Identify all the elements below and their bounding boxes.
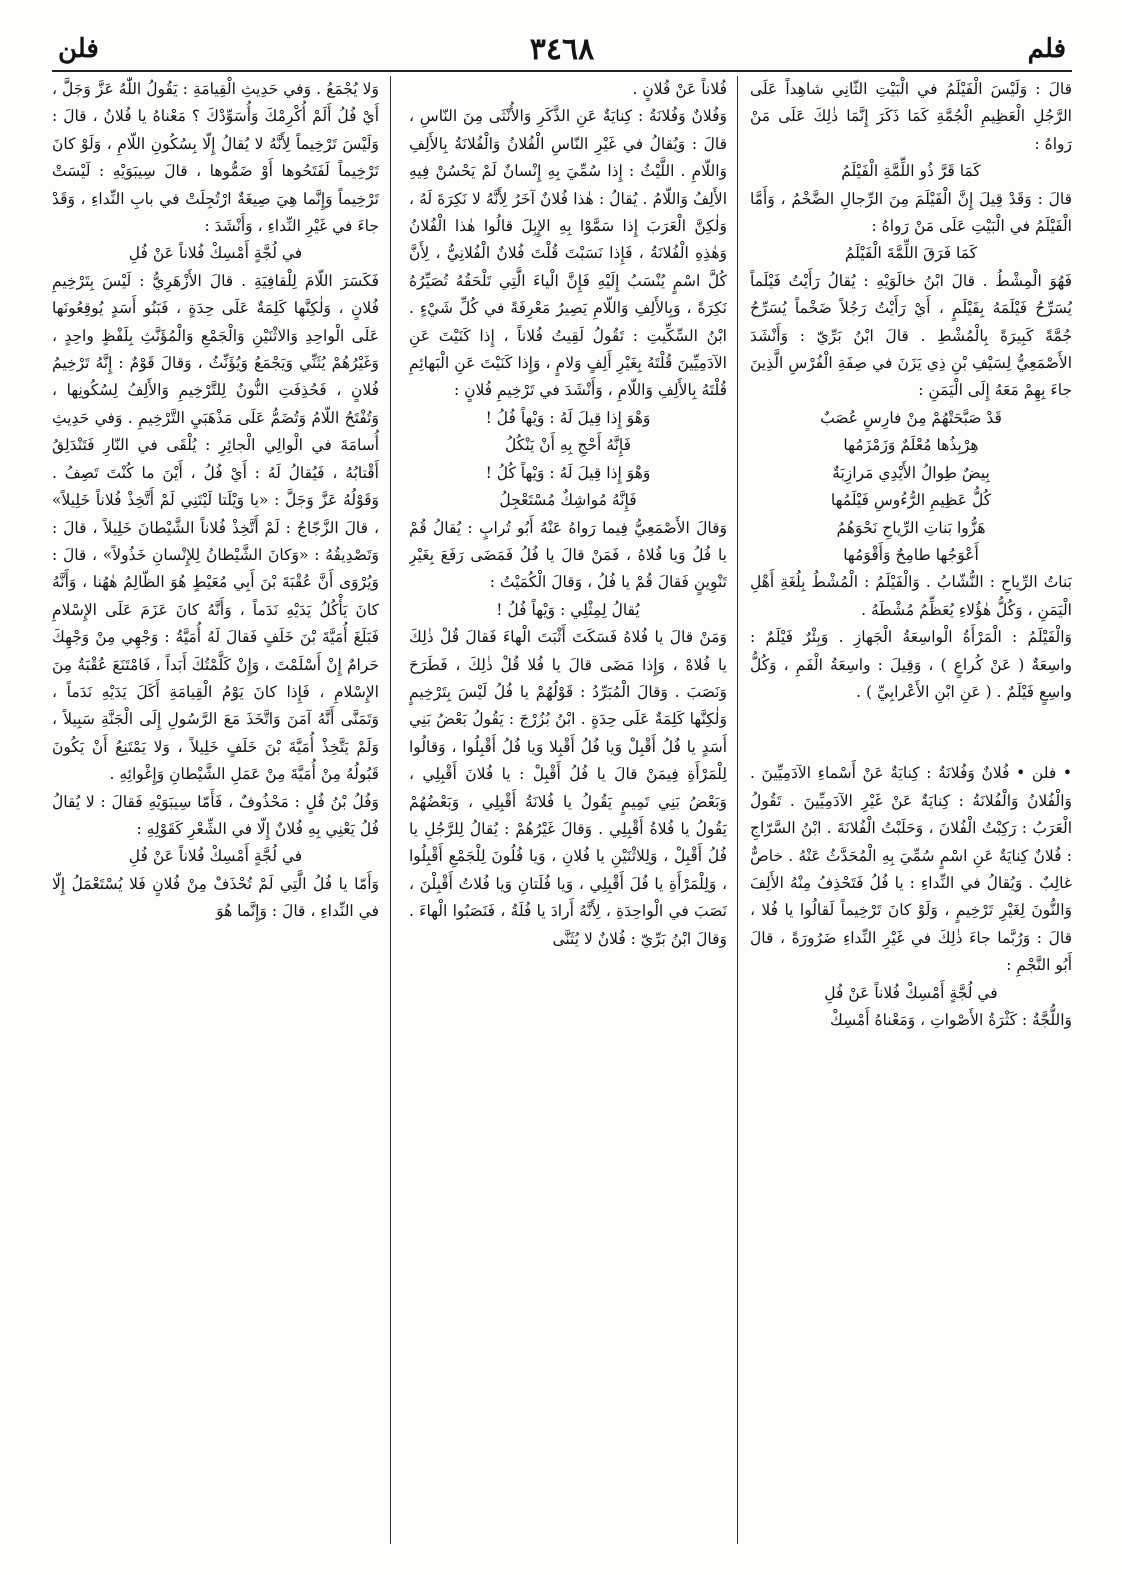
paragraph: بَناتُ الرِّياحِ : النُّشّابُ . وَالْفَيْلَمُ : الْمُشْطُ بِلُغَةِ أَهْلِ الْيَمَنِ ، وَكُلُّ هٰؤُلاءِ يُعَظِّمُ مُشْطَهُ . bbox=[750, 573, 1072, 619]
page-number: ٣٤٦٨ bbox=[529, 32, 595, 67]
verse-line: بِيضٌ طِوالُ الأَيْدِي مَرازِبَةٌ bbox=[832, 463, 990, 482]
verse-line: هَزُّوا بَناتِ الرِّياحِ نَحْوَهُمُ bbox=[836, 518, 986, 537]
paragraph: قالَ : وَقَدْ قِيلَ إِنَّ الْفَيْلَمَ مِنَ الرِّجالِ الضَّخْمُ ، وَأَمَّا الْفَيْلَمُ في الْبَيْتِ عَلَى مَنْ رَواهُ : bbox=[750, 189, 1072, 236]
paragraph: وَقالَ الأَصْمَعِيُّ فِيما رَواهُ عَنْهُ أَبُو تُرابٍ : يُقالُ قُمْ يا فُلُ وَيا فُلاهُ ، فَمَنْ قالَ يا فُلُ فَمَضَى رَفَعَ بِغَيْرِ تَنْوِينٍ فَقالَ قُمْ يا فُلُ ، وَقالَ الْكُمَيْتُ : bbox=[409, 518, 727, 592]
page-header bbox=[52, 28, 1072, 70]
header-right-entry: فلم bbox=[1027, 34, 1066, 64]
verse-line: فَإِنَّهُ أَحْجِ بِهِ أَنْ يَنْكُلُ bbox=[505, 436, 631, 455]
header-rule bbox=[52, 70, 1072, 72]
entry-paragraph-flan: • فلن • فُلانٌ وَفُلانَةُ : كِنايَةٌ عَنْ أَسْماءِ الآدَمِيِّينَ . وَالْفُلانُ وَالْفُلانَةُ : كِنايَةٌ عَنْ غَيْرِ الآدَمِيِّينَ . تَقُولُ الْعَرَبُ : رَكِبْتُ الْفُلانَ ، وَحَلَبْتُ الْفُلانَةَ . ابْنُ السَّرّاجِ : فُلانٌ كِنايَةٌ عَنِ اسْمٍ سُمِّيَ بِهِ الْمُحَدَّثُ عَنْهُ . خاصٌّ غالِبٌ . وَيُقالُ في النِّداءِ : يا فُلُ فَتَحْذِفُ مِنْهُ الأَلِفَ وَالنُّونَ لِغَيْرِ تَرْخِيمٍ ، وَلَوْ كانَ تَرْخِيماً لَقالُوا يا فُلا ، قالَ : وَرُبَّما جاءَ ذٰلِكَ في غَيْرِ النِّداءِ ضَرُورَةً ، قالَ أَبُو النَّجْمِ : bbox=[750, 764, 1072, 975]
verse-line: في لُجَّةٍ أَمْسِكْ فُلاناً عَنْ فُلِ bbox=[128, 244, 303, 263]
verse-line: يُقالُ لِمِثْلِي : وَيْهاً فُلُ ! bbox=[496, 600, 640, 619]
verse-line: في لُجَّةٍ أَمْسِكْ فُلاناً عَنْ فُلِ bbox=[824, 983, 998, 1002]
entry-spacer bbox=[750, 706, 1072, 760]
verse-line: قَدْ صَبَّحَتْهُمْ مِنْ فارِسٍ عُصَبٌ bbox=[820, 408, 1002, 427]
verse-line: كُلُّ عَظِيمِ الرُّءُوسِ فَيْلَمُها bbox=[830, 491, 992, 510]
verse-line: فَإِنَّهُ مُواشِكٌ مُسْتَعْجِلُ bbox=[499, 491, 637, 510]
verse-line: هِرْبِذُها مُعْلَمٌ وَزَمْزَمُها bbox=[843, 436, 979, 455]
page-body bbox=[52, 76, 1072, 1544]
paragraph: وَالْفَيْلَمُ : الْمَرْأَةُ الْواسِعَةُ الْجَهازِ . وَبِئْرٌ فَيْلَمٌ : واسِعَةٌ ( عَنْ كُراعٍ ) ، وَقِيلَ : واسِعَةُ الْفَمِ ، وَكُلُّ واسِعٍ فَيْلَمٌ . ( عَنِ ابْنِ الأَعْرابِيِّ ) . bbox=[750, 628, 1072, 701]
verse-line: أَعْوَجُها طامِحٌ وَأَقْوَمُها bbox=[843, 545, 979, 564]
verse-line: وَهْوَ إِذا قِيلَ لَهُ : وَيْهاً كُلُ ! bbox=[485, 463, 651, 482]
paragraph: وَأَمّا يا فُلُ الَّتِي لَمْ تُحْذَفْ مِنْ فُلانٍ فَلا يُسْتَعْمَلُ إِلّا في النِّداءِ ، قالَ : وَإِنَّما هُوَ bbox=[52, 874, 379, 921]
paragraph: وَلا يُجْمَعُ . وَفي حَدِيثِ الْقِيامَةِ : يَقُولُ اللّٰهُ عَزَّ وَجَلَّ ، أَيْ فُلُ أَلَمْ أُكْرِمْكَ وَأُسَوِّدْكَ ؟ مَعْناهُ يا فُلانُ ، قالَ : وَلَيْسَ تَرْخِيماً لِأَنَّهُ لا يُقالُ إِلّا بِسُكُونِ اللّامِ ، وَلَوْ كانَ تَرْخِيماً لَفَتَحُوها أَوْ ضَمُّوها ، قالَ سِيبَوَيْهِ : لَيْسَتْ تَرْخِيماً وَإِنَّما هِيَ صِيغَةٌ ارْتُجِلَتْ في بابِ النِّداءِ ، وَقَدْ جاءَ في غَيْرِ النِّداءِ ، وَأَنْشَدَ : bbox=[52, 80, 379, 236]
column-divider bbox=[737, 76, 738, 1544]
column-left bbox=[52, 76, 379, 1544]
column-middle bbox=[409, 76, 727, 1544]
header-left-entry: فلن bbox=[58, 34, 99, 64]
paragraph: قالَ : وَلَيْسَ الْفَيْلَمُ في الْبَيْتِ الثّانِي شاهِداً عَلَى الرَّجُلِ الْعَظِيمِ الْجُمَّةِ كَمَا ذَكَرَ إِنَّمَا ذٰلِكَ عَلَى مَنْ رَواهُ : bbox=[750, 80, 1072, 153]
paragraph: وَاللُّجَّةُ : كَثْرَةُ الأَصْواتِ ، وَمَعْناهُ أَمْسِكْ bbox=[830, 1011, 1072, 1029]
verse-line: كَمَا قَرَّ ذُو اللِّمَّةِ الْفَيْلَمُ bbox=[841, 162, 981, 181]
paragraph: وَمَنْ قالَ يا فُلاهُ فَسَكَتَ أَثْبَتَ الْهاءَ فَقالَ قُلْ ذٰلِكَ يا فُلاهْ ، وَإِذا مَضَى قالَ يا فُلا قُلْ ذٰلِكَ ، فَطَرَحَ وَنَصَبَ . وَقالَ الْمُبَرِّدُ : قَوْلُهُمْ يا فُلُ لَيْسَ بِتَرْخِيمٍ وَلٰكِنَّها كَلِمَةٌ عَلَى حِدَةٍ . ابْنُ بُزُرْجَ : يَقُولُ بَعْضُ بَنِي أَسَدٍ يا فُلُ أَقْبِلْ وَيا فُلُ أَقْبِلا وَيا فُلُ أَقْبِلُوا ، وَقالُوا لِلْمَرْأَةِ فِيمَنْ قالَ يا فُلُ أَقْبِلْ : يا فُلانَ أَقْبِلِي ، وَبَعْضُ بَنِي تَمِيمٍ يَقُولُ يا فُلانَةُ أَقْبِلِي ، وَبَعْضُهُمْ يَقُولُ يا فُلاةُ أَقْبِلِي . وَقالَ غَيْرُهُمْ : يُقالُ لِلرَّجُلِ يا فُلُ أَقْبِلْ ، وَلِلاثْنَيْنِ يا فُلانِ ، وَيا فُلُونَ لِلْجَمْعِ أَقْبِلُوا ، وَلِلْمَرْأَةِ يا فُلَ أَقْبِلِي ، وَيا فُلَتانِ وَيا فُلاتُ أَقْبِلْنَ ، نَصَبَ في الْواحِدَةِ ، لِأَنَّهُ أَرادَ يا فُلَةُ ، فَنَصَبُوا الْهاءَ . وَقالَ ابْنُ بَرِّيّ : فُلانٌ لا يُثَنَّى bbox=[409, 628, 727, 948]
paragraph: وَفُلُ بْنُ فُلٍ : مَحْذُوفٌ ، فَأَمّا سِيبَوَيْهِ فَقالَ : لا يُقالُ فُلُ يَعْنِي بِهِ فُلانٌ إِلّا في الشِّعْرِ كَقَوْلِهِ : bbox=[52, 792, 379, 838]
paragraph: فَكَسَرَ اللّامَ لِلْقافِيَةِ . قالَ الأَزْهَرِيُّ : لَيْسَ بِتَرْخِيمِ فُلانٍ ، وَلٰكِنَّها كَلِمَةٌ عَلَى حِدَةٍ ، فَبَنُو أَسَدٍ يُوقِعُونَها عَلَى الْواحِدِ وَالاثْنَيْنِ وَالْجَمْعِ وَالْمُؤَنَّثِ بِلَفْظٍ واحِدٍ ، وَغَيْرُهُمْ يُثَنِّي وَيَجْمَعُ وَيُؤَنِّثُ ، وَقالَ قَوْمٌ : إِنَّهُ تَرْخِيمُ فُلانٍ ، فَحُذِفَتِ النُّونُ لِلتَّرْخِيمِ وَالأَلِفُ لِسُكُونِها ، وَتُفْتَحُ اللّامُ وَتُضَمُّ عَلَى مَذْهَبَيِ التَّرْخِيمِ . وَفي حَدِيثِ أُسامَةَ في الْوالِي الْجائِرِ : يُلْقَى في النّارِ فَتَنْدَلِقُ أَقْتابُهُ ، فَيُقالُ لَهُ : أَيْ فُلُ ، أَيْنَ ما كُنْتَ تَصِفُ . وَقَوْلُهُ عَزَّ وَجَلَّ : «يا وَيْلَتا لَيْتَنِي لَمْ أَتَّخِذْ فُلاناً خَلِيلاً» ، قالَ الزَّجّاجُ : لَمْ أَتَّخِذْ فُلاناً الشَّيْطانَ خَلِيلاً ، قالَ : وَتَصْدِيقُهُ : «وَكانَ الشَّيْطانُ لِلإِنْسانِ خَذُولاً» ، قالَ : وَيُرْوَى أَنَّ عُقْبَةَ بْنَ أَبِي مُعَيْطٍ هُوَ الظّالِمُ هٰهُنا ، وَأَنَّهُ كانَ يَأْكُلُ يَدَيْهِ نَدَماً ، وَأَنَّهُ كانَ عَزَمَ عَلَى الإِسْلامِ فَبَلَغَ أُمَيَّةَ بْنَ خَلَفٍ فَقالَ لَهُ أُمَيَّةُ : وَجْهِي مِنْ وَجْهِكَ حَرامٌ إِنْ أَسْلَمْتَ ، وَإِنْ كَلَّمْتُكَ أَبَداً ، فَامْتَنَعَ عُقْبَةُ مِنَ الإِسْلامِ ، فَإِذا كانَ يَوْمُ الْقِيامَةِ أَكَلَ يَدَيْهِ نَدَماً ، وَتَمَنَّى أَنَّهُ آمَنَ وَاتَّخَذَ مَعَ الرَّسُولِ إِلَى الْجَنَّةِ سَبِيلاً ، وَلَمْ يَتَّخِذْ أُمَيَّةَ بْنَ خَلَفٍ خَلِيلاً ، وَلا يَمْتَنِعُ أَنْ يَكُونَ قَبُولُهُ مِنْ أُمَيَّةَ مِنْ عَمَلِ الشَّيْطانِ وَإِغْوائِهِ . bbox=[52, 271, 379, 784]
verse-line: في لُجَّةٍ أَمْسِكْ فُلاناً عَنْ فُلِ bbox=[128, 847, 303, 866]
verse-line: كَمَا فَرَقَ اللِّمَّةَ الْفَيْلَمُ bbox=[844, 244, 978, 263]
verse-line: وَهْوَ إِذا قِيلَ لَهُ : وَيْهاً فُلُ ! bbox=[485, 408, 651, 427]
paragraph: فَهُوَ الْمِشْطُ . قالَ ابْنُ خالَوَيْهِ : يُقالُ رَأَيْتُ فَيْلَماً يُسَرِّحُ فَيْلَمَهُ بِفَيْلَمٍ ، أَيْ رَأَيْتُ رَجُلاً ضَخْماً يُسَرِّحُ جُمَّةً كَبِيرَةً بِالْمُشْطِ . قالَ ابْنُ بَرِّيّ : وَأَنْشَدَ الأَصْمَعِيُّ لِسَيْفِ بْنِ ذِي يَزَنَ في صِفَةِ الْفُرْسِ الَّذِينَ جاءَ بِهِمْ مَعَهُ إِلَى الْيَمَنِ : bbox=[750, 271, 1072, 400]
column-right bbox=[750, 76, 1072, 1544]
paragraph: وَفُلانٌ وَفُلانَةُ : كِنايَةٌ عَنِ الذَّكَرِ وَالأُنْثَى مِنَ النّاسِ ، قالَ : وَيُقالُ في غَيْرِ النّاسِ الْفُلانُ وَالْفُلانَةُ بِالأَلِفِ وَاللّامِ . اللَّيْثُ : إِذا سُمِّيَ بِهِ إِنْسانٌ لَمْ يَحْسُنْ فِيهِ الأَلِفُ وَاللّامُ . يُقالُ : هٰذا فُلانٌ آخَرُ لِأَنَّهُ لا نَكِرَةَ لَهُ ، وَلٰكِنَّ الْعَرَبَ إِذا سَمَّوْا بِهِ الإِبِلَ قالُوا هٰذا الْفُلانُ وَهٰذِهِ الْفُلانَةُ ، فَإِذا نَسَبْتَ قُلْتَ فُلانٌ الْفُلانِيُّ ، لِأَنَّ كُلَّ اسْمٍ يُنْسَبُ إِلَيْهِ فَإِنَّ الْياءَ الَّتِي تَلْحَقُهُ تُصَيِّرُهُ نَكِرَةً ، وَبِالأَلِفِ وَاللّامِ يَصِيرُ مَعْرِفَةً في كُلِّ شَيْءٍ . ابْنُ السِّكِّيتِ : تَقُولُ لَقِيتُ فُلاناً ، إِذا كَنَيْتَ عَنِ الآدَمِيِّينَ قُلْتَهُ بِغَيْرِ أَلِفٍ وَلامٍ ، وَإِذا كَنَيْتَ عَنِ الْبَهائِمِ قُلْتَهُ بِالأَلِفِ وَاللّامِ ، وَأَنْشَدَ في تَرْخِيمِ فُلانٍ : bbox=[409, 107, 727, 400]
paragraph: فُلاناً عَنْ فُلانٍ . bbox=[632, 80, 727, 98]
column-divider bbox=[390, 76, 391, 1544]
